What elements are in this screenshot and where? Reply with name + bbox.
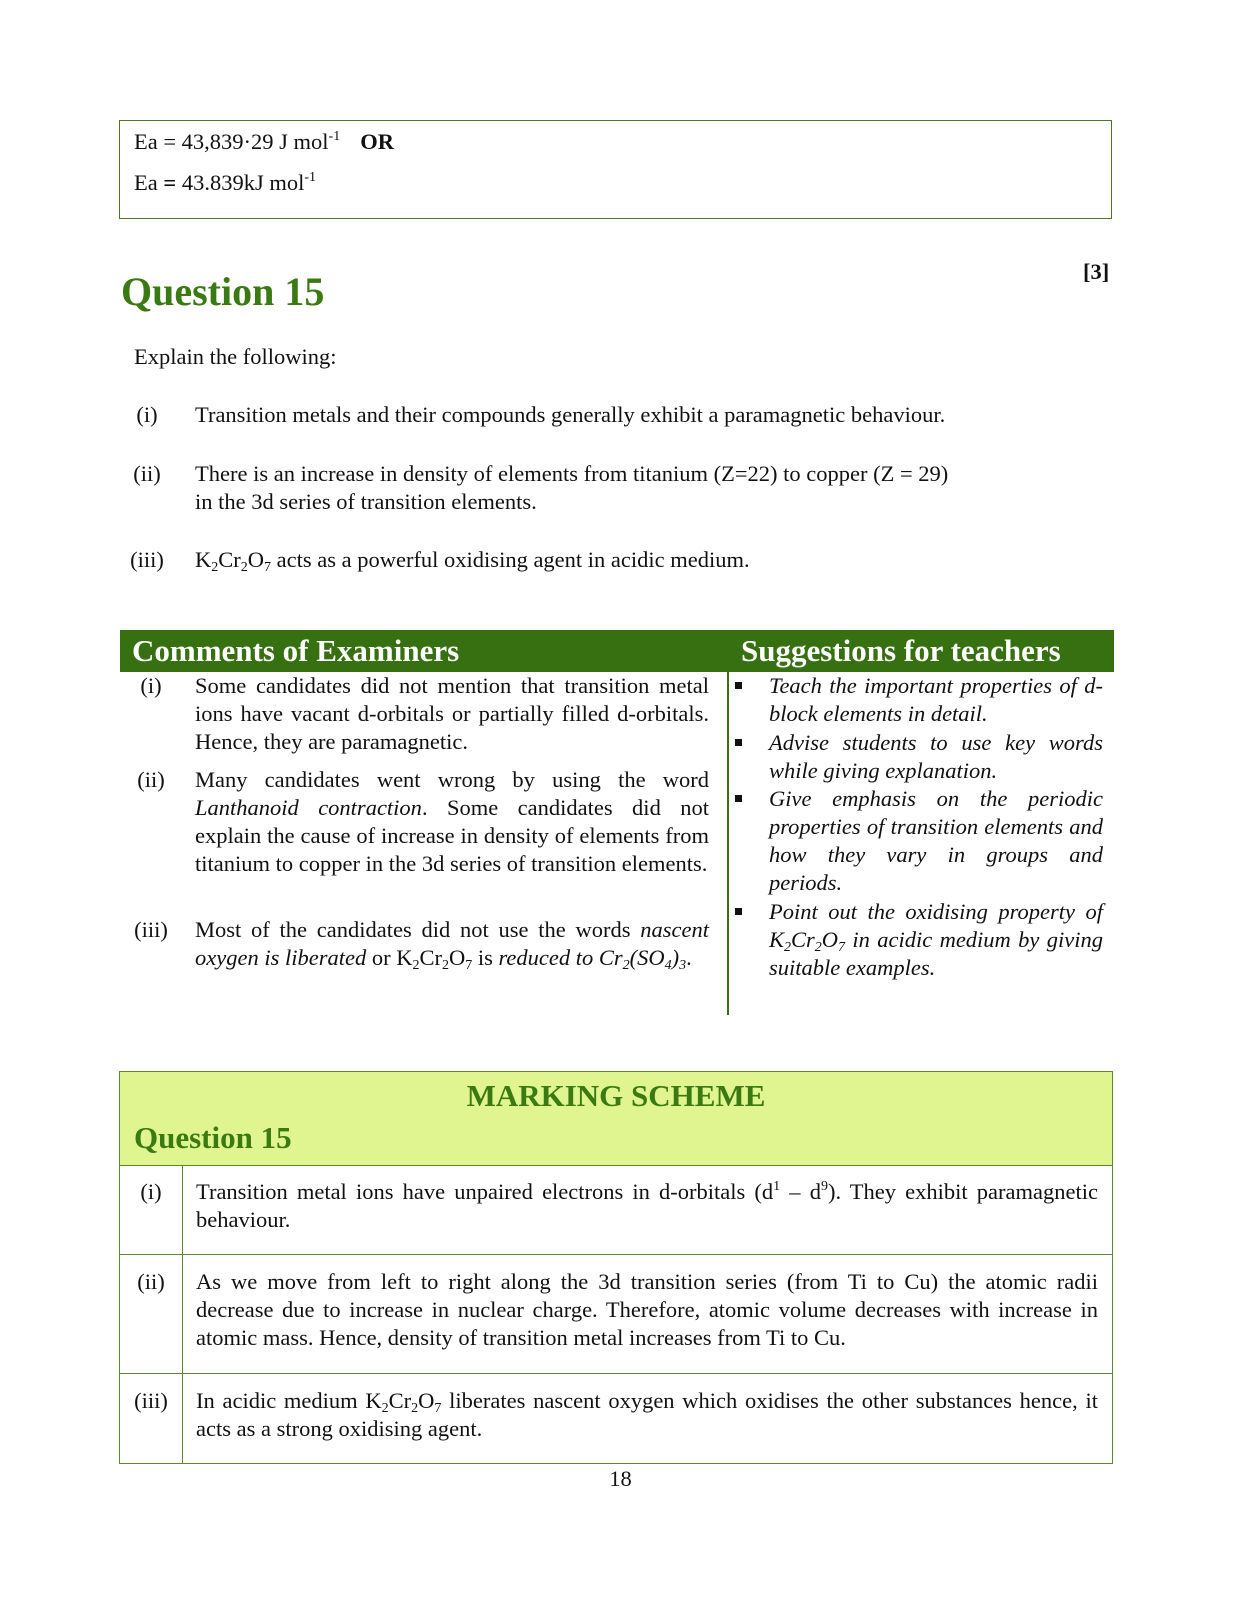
superscript: -1 [304,170,316,185]
suggestions-header: Suggestions for teachers [729,630,1114,672]
item-text: $K_2Cr_2O_7$ acts as a powerful oxidising agent in acidic medium. [195,547,750,575]
ea-prefix: Ea [134,170,158,195]
table-row: Transition metal ions have unpaired electrons in d-orbitals $(d^1 - d^9)$. They exhibit paramagnetic behaviour. [196,1179,1098,1232]
ea-line-2 [134,169,316,197]
item-number: (ii) [137,767,165,792]
bullet-icon [735,739,742,746]
item-number: (iii) [130,547,164,572]
comment-text: Most of the candidates did not use the words nascent oxygen is liberated or $K_2Cr_2O_7$ is reduced to $Cr_2(SO_4)_3$. [195,917,709,973]
ea-value-joules: Ea = 43,839·29 J mol [134,129,329,154]
item-number: (iii) [134,917,168,942]
table-column-divider [182,1165,183,1463]
row-number: (iii) [134,1388,168,1413]
bullet-icon [735,682,742,689]
table-row-divider [120,1373,1112,1374]
table-row: As we move from left to right along the 3d transition series (from Ti to Cu) the atomic radii decrease due to increase in nuclear charge. Therefore, atomic volume decreases with increase in atomic mass. Hence, density of transition metal increases from Ti to Cu. [196,1269,1098,1350]
item-text-line: in the 3d series of transition elements. [195,489,537,514]
marks-label: [3] [1083,259,1110,284]
suggestion-text: Teach the important properties of d-block elements in detail. [769,673,1103,726]
suggestion-text: Advise students to use key words while giving explanation. [769,730,1103,783]
question-intro: Explain the following: [134,344,337,369]
item-number: (i) [140,673,162,698]
marking-scheme-title: MARKING SCHEME [466,1078,766,1113]
comment-text: Many candidates went wrong by using the word Lanthanoid contraction. Some candidates did not explain the cause of increase in density of elements from titanium to copper in the 3d series of transition elements. [195,767,709,876]
page-number: 18 [609,1466,632,1491]
item-number: (i) [136,402,158,427]
equals-sign: = [163,170,177,195]
comment-text: Some candidates did not mention that transition metal ions have vacant d-orbitals or partially filled d-orbitals. Hence, they are paramagnetic. [195,673,709,754]
row-number: (i) [140,1179,162,1204]
item-text: Transition metals and their compounds generally exhibit a paramagnetic behaviour. [195,402,946,427]
column-divider [727,630,729,1015]
ea-value-kilojoules: 43.839kJ mol [181,170,305,195]
ea-line-1 [134,128,394,156]
bullet-icon [735,795,742,802]
comments-header: Comments of Examiners [120,630,727,672]
superscript: -1 [328,129,341,144]
item-number: (ii) [133,461,161,486]
marking-scheme-question: Question 15 [134,1120,292,1155]
item-text [195,460,1055,516]
table-row-divider [120,1254,1112,1255]
row-number: (ii) [137,1269,165,1294]
or-label: OR [360,129,394,154]
answer-continuation-box [119,120,1112,219]
suggestion-text: Give emphasis on the periodic properties of transition elements and how they vary in groups and periods. [769,786,1103,895]
question-heading: Question 15 [121,269,325,314]
table-row: In acidic medium $K_2Cr_2O_7$ liberates nascent oxygen which oxidises the other substances hence, it acts as a strong oxidising agent. [196,1388,1098,1441]
item-text-line: There is an increase in density of elements from titanium (Z=22) to copper (Z = 29) [195,461,949,486]
bullet-icon [735,908,742,915]
suggestion-text: Point out the oxidising property of $K_2Cr_2O_7$ in acidic medium by giving suitable examples. [769,899,1103,980]
